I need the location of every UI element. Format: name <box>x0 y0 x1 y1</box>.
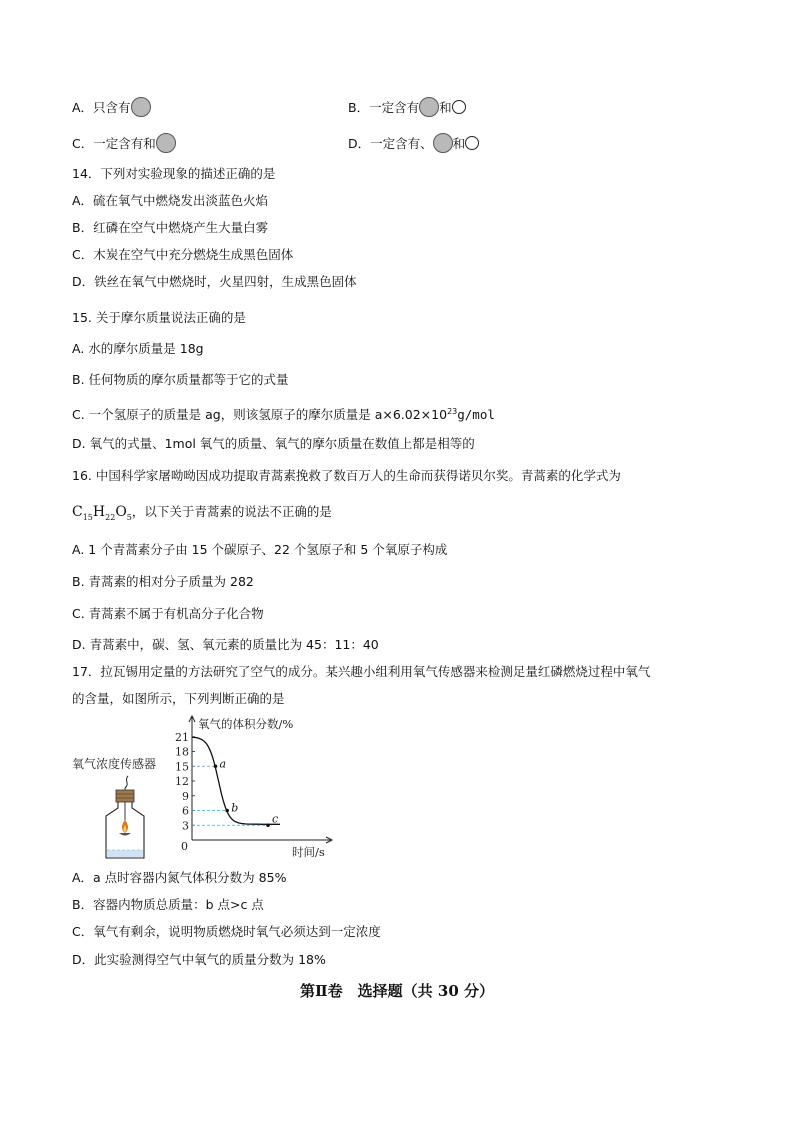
point-a <box>214 764 218 768</box>
oxygen-chart <box>175 716 332 859</box>
grey-atom-icon <box>419 97 439 117</box>
q13-option-b-and: 和 <box>439 100 452 115</box>
point-b <box>225 809 229 813</box>
q17-option-a: A．a 点时容器内氮气体积分数为 85% <box>72 870 287 885</box>
white-atom-icon <box>465 136 479 150</box>
formula-h: H <box>92 504 106 520</box>
q16-stem2: ，以下关于青蒿素的说法不正确的是 <box>131 504 332 519</box>
y-tick-label-18: 18 <box>175 745 189 759</box>
q15-option-a: A. 水的摩尔质量是 18g <box>72 341 204 356</box>
q13-option-a-label: A．只含有 <box>72 100 131 115</box>
point-label-b: b <box>231 801 239 815</box>
bottle-apparatus-icon <box>106 776 144 858</box>
q14-stem: 14．下列对实验现象的描述正确的是 <box>72 166 276 181</box>
q13-option-d-label: D．一定含有、 <box>348 136 433 151</box>
q15-option-c-unit: g/mol <box>457 407 495 423</box>
q13-option-b <box>348 97 466 117</box>
q14-option-b: B．红磷在空气中燃烧产生大量白雾 <box>72 220 269 235</box>
y-tick-label-15: 15 <box>175 760 189 774</box>
sensor-label: 氧气浓度传感器 <box>72 757 157 771</box>
grey-atom-icon <box>156 133 176 153</box>
q16-option-b: B. 青蒿素的相对分子质量为 282 <box>72 574 254 589</box>
formula-h-sub: 22 <box>105 512 116 522</box>
q16-option-a: A. 1 个青蒿素分子由 15 个碳原子、22 个氢原子和 5 个氧原子构成 <box>72 542 448 557</box>
q15-option-c-exponent: 23 <box>447 407 458 416</box>
grey-atom-icon <box>433 133 453 153</box>
q17-stem-2: 的含量，如图所示，下列判断正确的是 <box>72 691 285 706</box>
y-tick-label-6: 6 <box>182 804 189 818</box>
q17-option-d: D．此实验测得空气中氧气的质量分数为 18% <box>72 952 326 967</box>
q13-option-b-label: B．一定含有 <box>348 100 420 115</box>
q17-stem-1: 17．拉瓦锡用定量的方法研究了空气的成分。某兴趣小组利用氧气传感器来检测足量红磷燃烧过程中氧气 <box>72 664 651 679</box>
q15-option-d: D. 氧气的式量、1mol 氧气的质量、氧气的摩尔质量在数值上都是相等的 <box>72 436 475 451</box>
y-tick-label-9: 9 <box>182 789 189 803</box>
q16-stem: 16. 中国科学家屠呦呦因成功提取青蒿素挽救了数百万人的生命而获得诺贝尔奖。青蒿素的化学式为 <box>72 468 621 483</box>
q14-option-a: A．硫在氧气中燃烧发出淡蓝色火焰 <box>72 193 269 208</box>
white-atom-icon <box>452 100 466 114</box>
q13-option-d <box>348 133 479 153</box>
q14-option-c: C．木炭在空气中充分燃烧生成黑色固体 <box>72 247 294 262</box>
y-tick-label-12: 12 <box>175 775 189 788</box>
q15-option-c-text: C. 一个氢原子的质量是 ag，则该氢原子的摩尔质量是 a×6.02×10 <box>72 407 448 423</box>
q15-option-c <box>72 403 495 424</box>
y-tick-label-3: 3 <box>182 819 189 833</box>
point-label-a: a <box>219 757 227 771</box>
grey-atom-icon <box>131 97 151 117</box>
q17-option-c: C．氧气有剩余，说明物质燃烧时氧气必须达到一定浓度 <box>72 924 381 939</box>
q13-option-c-label: C．一定含有和 <box>72 136 156 151</box>
q13-option-c <box>72 133 176 153</box>
y-tick-label-21: 21 <box>175 730 189 744</box>
q14-option-d: D．铁丝在氧气中燃烧时，火星四射，生成黑色固体 <box>72 274 357 289</box>
formula-o-sub: 5 <box>126 512 132 522</box>
origin-label: 0 <box>181 840 188 853</box>
formula-c: C <box>72 504 83 520</box>
artemisinin-formula <box>72 504 132 520</box>
x-axis-label: 时间/s <box>292 845 325 859</box>
y-axis-label: 氧气的体积分数/% <box>198 717 294 731</box>
oxygen-sensor-figure <box>70 712 340 862</box>
q15-option-b: B. 任何物质的摩尔质量都等于它的式量 <box>72 372 289 387</box>
q15-stem: 15. 关于摩尔质量说法正确的是 <box>72 310 246 325</box>
q16-option-d: D. 青蒿素中，碳、氢、氧元素的质量比为 45：11：40 <box>72 637 379 652</box>
section-title: 第Ⅱ卷 选择题（共 30 分） <box>300 982 494 1000</box>
point-label-c: c <box>272 812 279 826</box>
q13-option-a <box>72 97 151 117</box>
q17-option-b: B．容器内物质总质量：b 点>c 点 <box>72 897 264 912</box>
formula-o: O <box>115 504 127 520</box>
point-c <box>266 823 270 827</box>
q13-option-d-and: 和 <box>452 136 466 151</box>
formula-c-sub: 15 <box>82 512 93 522</box>
q16-stem-formula-line <box>72 503 332 527</box>
q16-option-c: C. 青蒿素不属于有机高分子化合物 <box>72 606 264 621</box>
